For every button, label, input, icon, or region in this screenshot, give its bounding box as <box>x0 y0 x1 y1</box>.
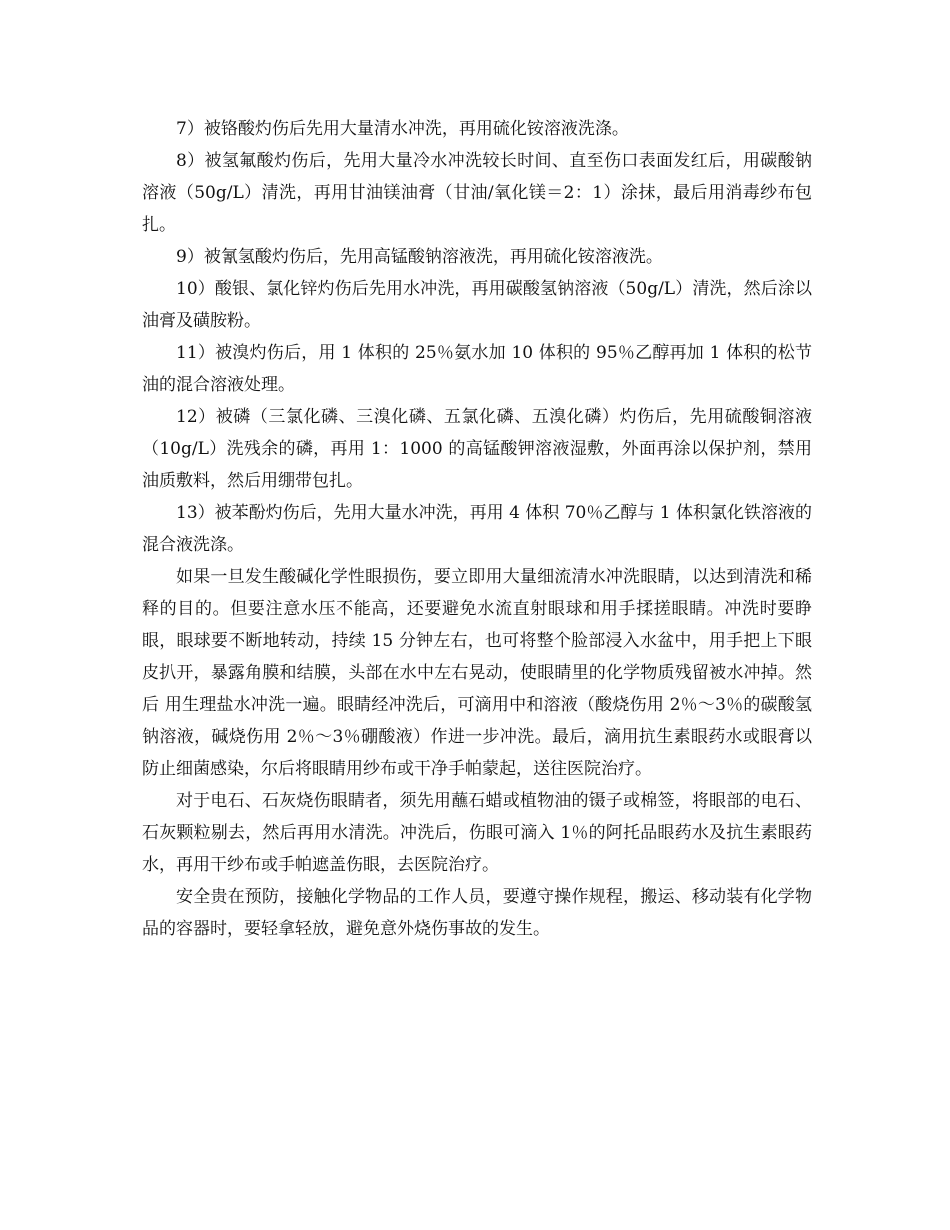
paragraph-prevention: 安全贵在预防，接触化学物品的工作人员，要遵守操作规程，搬运、移动装有化学物品的容器时，要轻拿轻放，避免意外烧伤事故的发生。 <box>142 887 812 939</box>
paragraph-phosphorus: 12）被磷（三氯化磷、三溴化磷、五氯化磷、五溴化磷）灼伤后，先用硫酸铜溶液（10g/L）洗残余的磷，再用 1：1000 的高锰酸钾溶液湿敷，外面再涂以保护剂，禁用油质敷料，然后用绷带包扎。 <box>142 407 812 491</box>
paragraph-carbide-lime: 对于电石、石灰烧伤眼睛者，须先用蘸石蜡或植物油的镊子或棉签，将眼部的电石、石灰颗粒剔去，然后再用水清洗。冲洗后，伤眼可滴入 1％的阿托品眼药水及抗生素眼药水，再用干纱布或手帕遮盖伤眼，去医院治疗。 <box>142 791 812 875</box>
paragraph-phenol: 13）被苯酚灼伤后，先用大量水冲洗，再用 4 体积 70％乙醇与 1 体积氯化铁溶液的混合液洗涤。 <box>142 503 812 555</box>
paragraph-hydrocyanic-acid: 9）被氰氢酸灼伤后，先用高锰酸钠溶液洗，再用硫化铵溶液洗。 <box>176 247 663 267</box>
paragraph-hydrofluoric-acid: 8）被氢氟酸灼伤后，先用大量冷水冲洗较长时间、直至伤口表面发红后，用碳酸钠溶液（50g/L）清洗，再用甘油镁油膏（甘油/氧化镁＝2：1）涂抹，最后用消毒纱布包扎。 <box>142 151 812 235</box>
paragraph-chromic-acid: 7）被铬酸灼伤后先用大量清水冲洗，再用硫化铵溶液洗涤。 <box>176 119 629 139</box>
paragraph-bromine: 11）被溴灼伤后，用 1 体积的 25％氨水加 10 体积的 95％乙醇再加 1 体积的松节油的混合溶液处理。 <box>142 343 812 395</box>
document-body <box>142 113 812 945</box>
paragraph-eye-injury: 如果一旦发生酸碱化学性眼损伤，要立即用大量细流清水冲洗眼睛，以达到清洗和稀释的目的。但要注意水压不能高，还要避免水流直射眼球和用手揉搓眼睛。冲洗时要睁眼，眼球要不断地转动，持续 15 分钟左右，也可将整个脸部浸入水盆中，用手把上下眼皮扒开，暴露角膜和结膜，头部在水中左右晃动，使眼睛里的化学物质残留被水冲掉。然后 用生理盐水冲洗一遍。眼睛经冲洗后，可滴用中和溶液（酸烧伤用 2％～3％的碳酸氢钠溶液，碱烧伤用 2％～3％硼酸液）作进一步冲洗。最后，滴用抗生素眼药水或眼膏以防止细菌感染，尔后将眼睛用纱布或干净手帕蒙起，送往医院治疗。 <box>142 567 812 779</box>
paragraph-silver-zinc: 10）酸银、氯化锌灼伤后先用水冲洗，再用碳酸氢钠溶液（50g/L）清洗，然后涂以油膏及磺胺粉。 <box>142 279 812 331</box>
